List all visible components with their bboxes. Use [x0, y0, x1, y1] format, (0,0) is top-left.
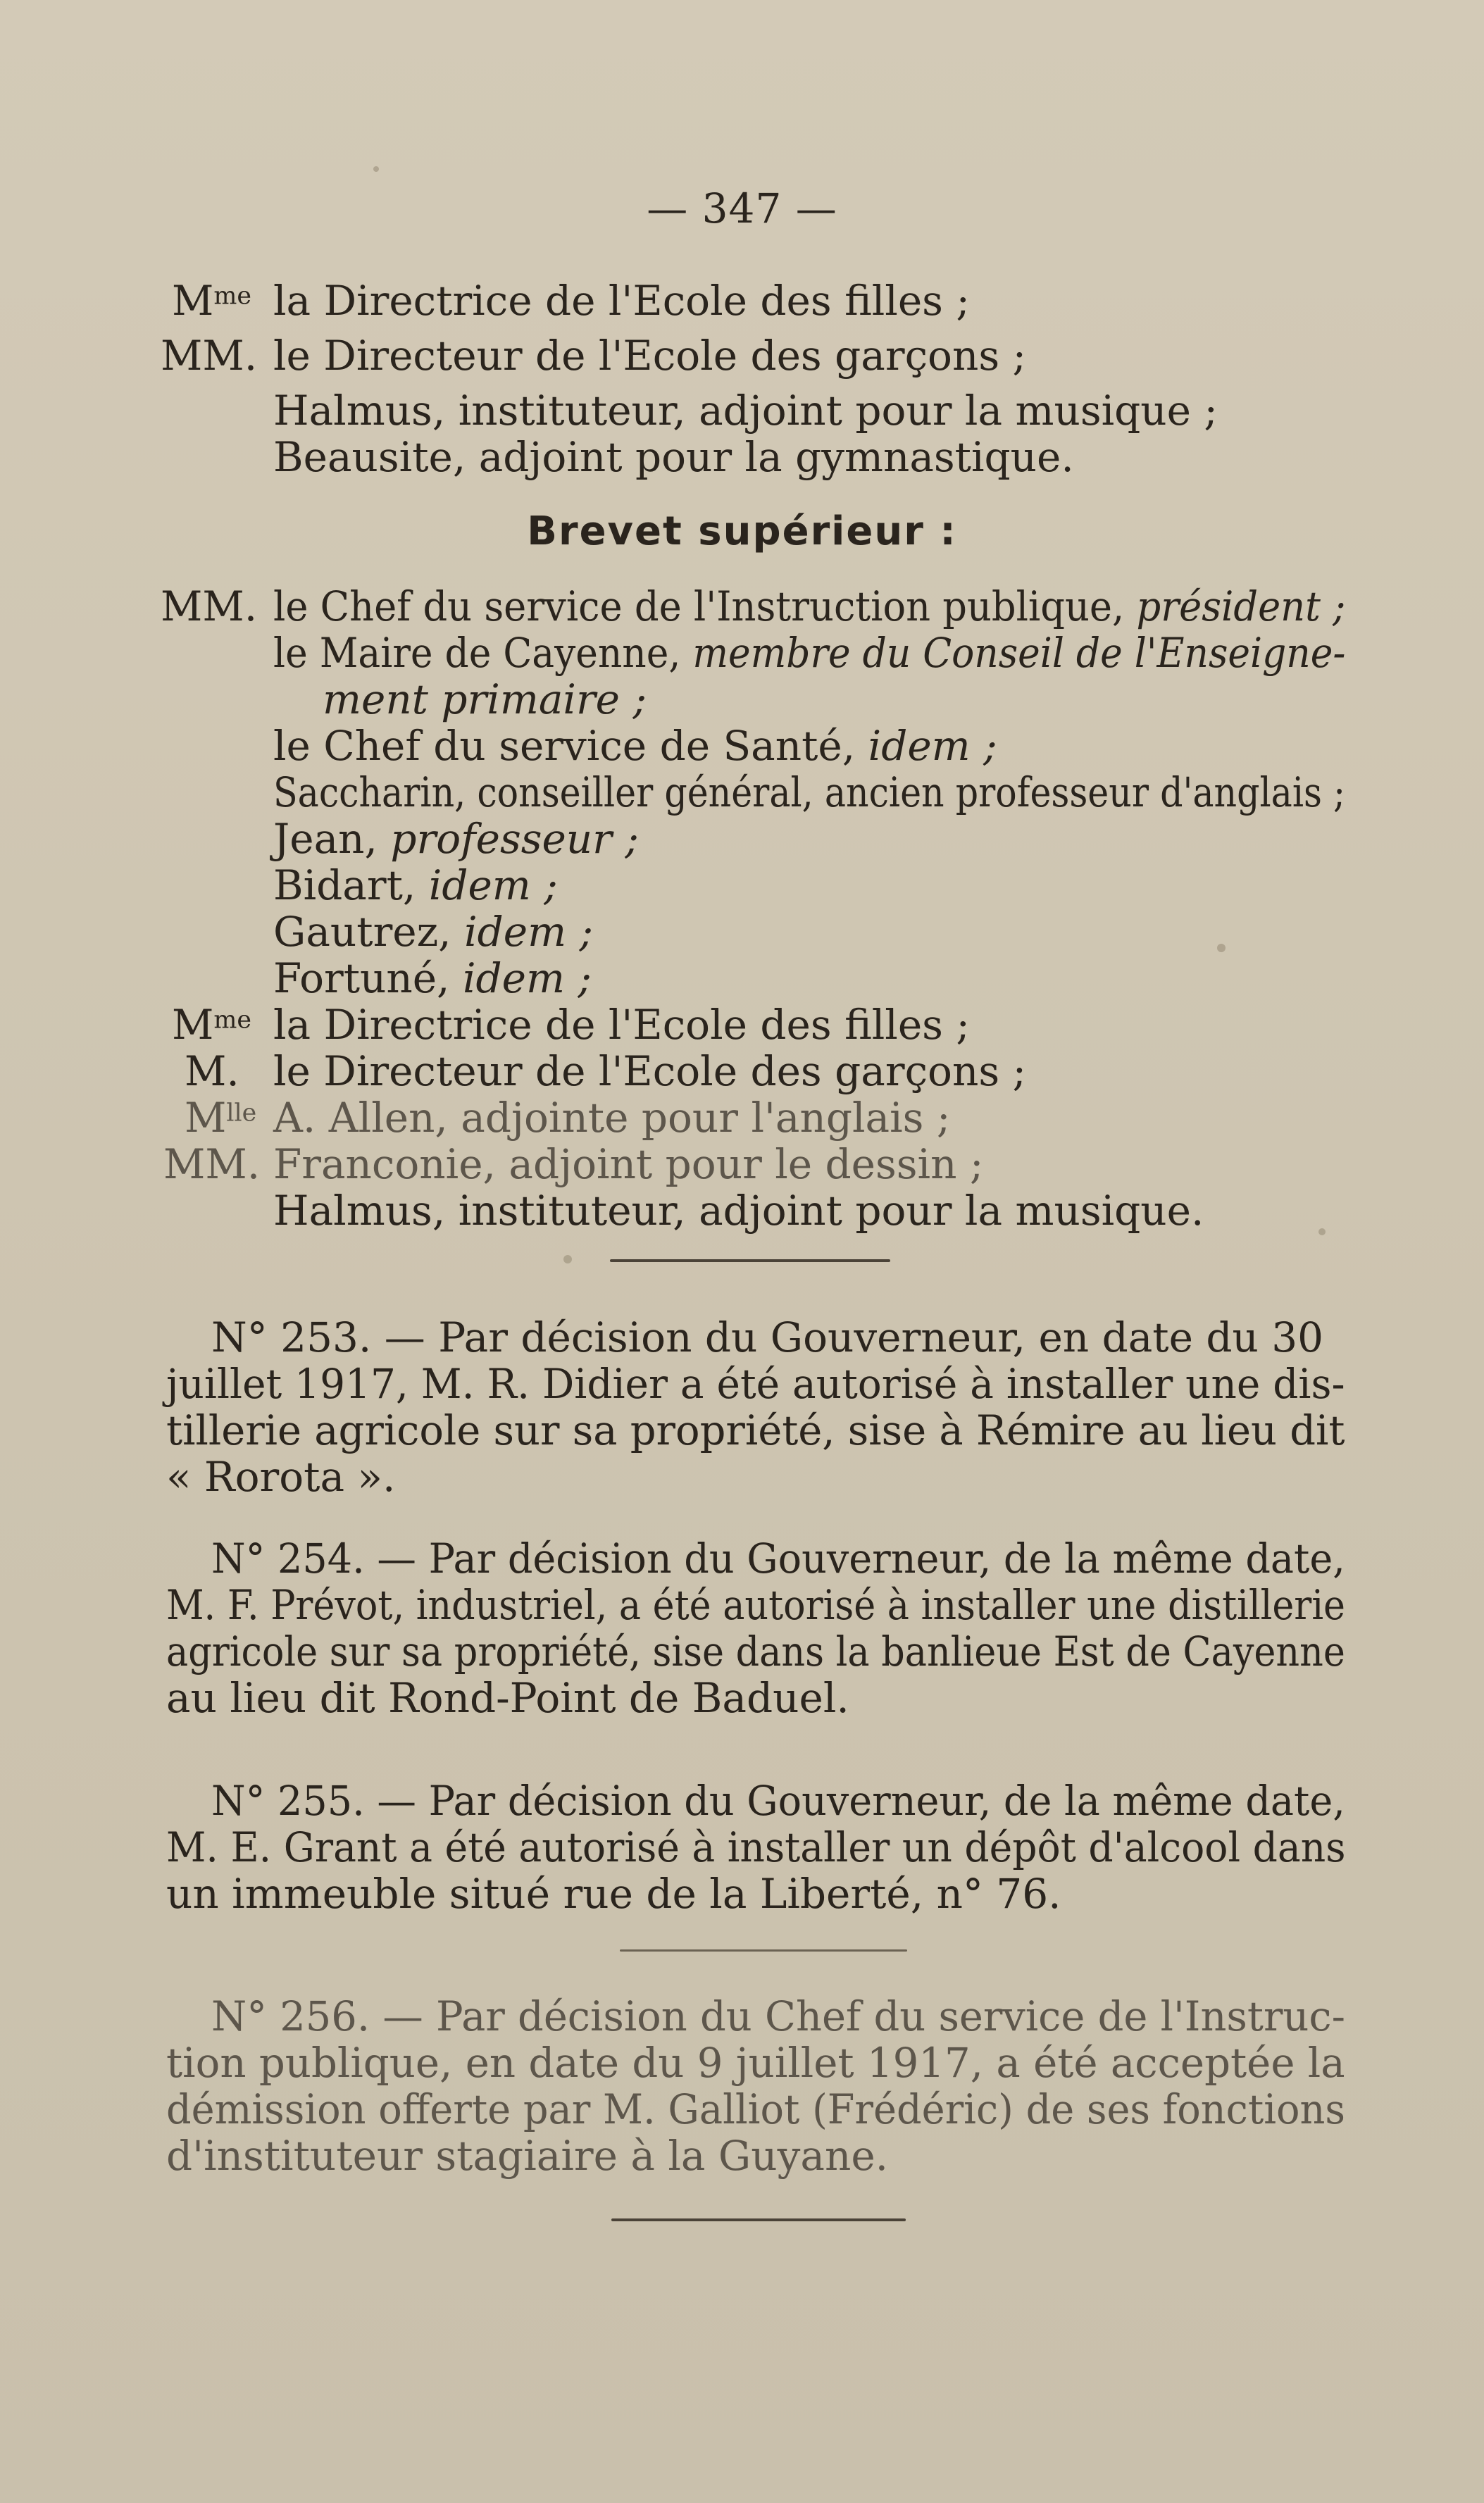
- member-role: professeur ;: [390, 815, 639, 863]
- jury-line: Saccharin, conseiller général, ancien professeur d'anglais ;: [273, 768, 1346, 816]
- jury-line: [273, 908, 594, 956]
- member-name: le Maire de Cayenne,: [273, 629, 681, 677]
- jury-line: [273, 582, 1346, 630]
- jury-line: [273, 861, 558, 909]
- section-separator: [610, 1259, 890, 1262]
- print-blemish: [1318, 1228, 1326, 1235]
- section-heading: Brevet supérieur :: [527, 508, 957, 554]
- member-name: le Chef du service de Santé,: [273, 722, 856, 770]
- print-blemish: [1217, 944, 1226, 952]
- member-name: Gautrez,: [273, 908, 451, 956]
- honorific-prefix: $M^{me}$: [172, 277, 251, 325]
- decision-line: N° 256. — Par décision du Chef du service de l'Instruc-: [211, 1992, 1346, 2040]
- jury-line: [273, 954, 592, 1002]
- section-separator: [620, 1949, 907, 1952]
- member-role: idem ;: [462, 954, 592, 1002]
- decision-line: démission offerte par M. Galliot (Frédéric) de ses fonctions: [166, 2085, 1345, 2133]
- decision-line: juillet 1917, M. R. Didier a été autorisé à installer une dis-: [166, 1360, 1345, 1408]
- member-role: président ;: [1136, 582, 1346, 630]
- jury-line: [273, 815, 639, 863]
- decision-line: au lieu dit Rond-Point de Baduel.: [166, 1674, 849, 1722]
- member-role: idem ;: [868, 722, 997, 770]
- honorific-prefix: MM.: [161, 582, 258, 630]
- decision-line: M. F. Prévot, industriel, a été autorisé à installer une distillerie: [166, 1581, 1346, 1629]
- end-separator: [611, 2218, 906, 2221]
- member-name: Bidart,: [273, 861, 416, 909]
- jury-line-continued: ment primaire ;: [323, 675, 647, 723]
- member-name: Jean,: [273, 815, 378, 863]
- member-role: membre du Conseil de l'Enseigne-: [692, 629, 1346, 677]
- honorific-prefix: $M^{me}$: [172, 1001, 251, 1049]
- decision-line: d'instituteur stagiaire à la Guyane.: [166, 2132, 889, 2180]
- jury-line: [273, 722, 997, 770]
- print-blemish: [373, 166, 379, 172]
- decision-line: tion publique, en date du 9 juillet 1917, a été acceptée la: [166, 2039, 1345, 2087]
- decision-line: tillerie agricole sur sa propriété, sise à Rémire au lieu dit: [166, 1406, 1345, 1454]
- page-number: — 347 —: [647, 185, 837, 232]
- honorific-prefix: M.: [185, 1047, 239, 1095]
- jury-line: Franconie, adjoint pour le dessin ;: [273, 1140, 984, 1188]
- decision-line: N° 253. — Par décision du Gouverneur, en date du 30: [211, 1313, 1324, 1361]
- member-name: le Chef du service de l'Instruction publique,: [273, 582, 1125, 630]
- jury-line: le Directeur de l'Ecole des garçons ;: [273, 1047, 1027, 1095]
- jury-line: A. Allen, adjointe pour l'anglais ;: [273, 1094, 951, 1142]
- jury-line: le Directeur de l'Ecole des garçons ;: [273, 332, 1027, 380]
- jury-line: la Directrice de l'Ecole des filles ;: [273, 1001, 970, 1049]
- jury-line: Beausite, adjoint pour la gymnastique.: [273, 433, 1074, 481]
- honorific-prefix: MM.: [161, 332, 258, 380]
- jury-line: Halmus, instituteur, adjoint pour la musique ;: [273, 387, 1218, 435]
- print-blemish: [563, 1255, 572, 1263]
- honorific-prefix: MM.: [163, 1140, 261, 1188]
- member-role: idem ;: [428, 861, 558, 909]
- jury-line: la Directrice de l'Ecole des filles ;: [273, 277, 970, 325]
- decision-line: N° 254. — Par décision du Gouverneur, de la même date,: [211, 1535, 1345, 1583]
- decision-line: agricole sur sa propriété, sise dans la banlieue Est de Cayenne: [166, 1628, 1345, 1675]
- honorific-prefix: $M^{lle}$: [185, 1094, 257, 1142]
- jury-line: Halmus, instituteur, adjoint pour la musique.: [273, 1187, 1204, 1235]
- member-role: idem ;: [464, 908, 594, 956]
- jury-line: [273, 629, 1346, 677]
- decision-line: « Rorota ».: [166, 1453, 396, 1501]
- decision-line: M. E. Grant a été autorisé à installer un dépôt d'alcool dans: [166, 1823, 1346, 1871]
- member-name: Fortuné,: [273, 954, 450, 1002]
- decision-line: N° 255. — Par décision du Gouverneur, de la même date,: [211, 1777, 1345, 1825]
- decision-line: un immeuble situé rue de la Liberté, n° 76.: [166, 1870, 1061, 1918]
